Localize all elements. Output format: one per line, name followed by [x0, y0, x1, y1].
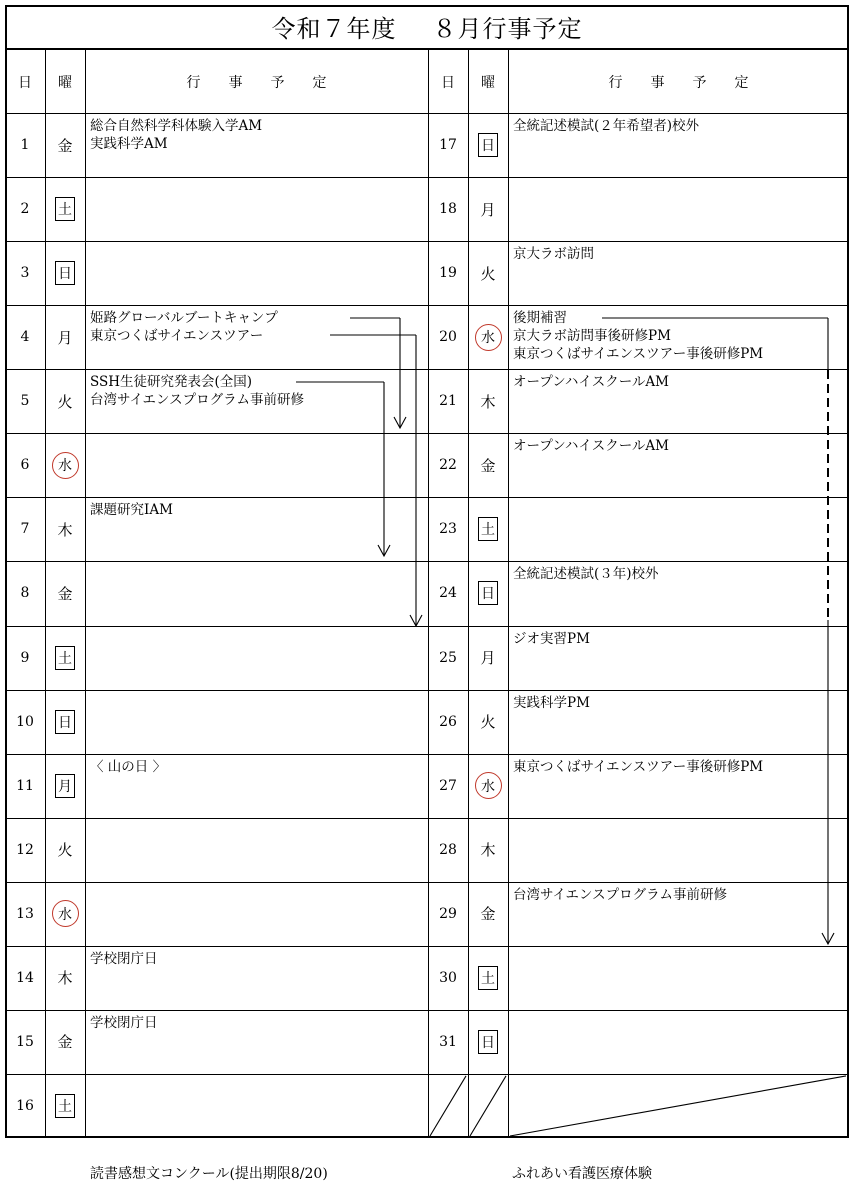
- weekday-cell: [468, 882, 508, 946]
- row-divider: [5, 305, 849, 306]
- event-item: 姫路グローバルブートキャンプ: [90, 310, 278, 327]
- header-day: 日: [441, 74, 455, 91]
- weekday-label: 金: [57, 136, 73, 155]
- weekday-cell: [45, 818, 85, 882]
- day-number: 29: [439, 905, 457, 922]
- weekday-cell: [45, 113, 85, 177]
- day-number: 30: [439, 969, 457, 986]
- weekday-label: 金: [57, 1033, 73, 1052]
- day-number: 24: [439, 585, 457, 602]
- title-month: ８月行事予定: [432, 15, 583, 43]
- event-item: 実践科学AM: [90, 136, 168, 152]
- weekday-cell: [45, 626, 85, 690]
- row-divider: [5, 497, 849, 498]
- weekday-cell: [45, 1010, 85, 1074]
- row-divider: [5, 561, 849, 562]
- weekday-cell: [468, 497, 508, 561]
- day-number: 25: [439, 649, 457, 666]
- events-cell: [513, 437, 669, 455]
- row-divider: [5, 626, 849, 627]
- weekday-cell: [468, 754, 508, 818]
- day-number: 20: [439, 329, 457, 346]
- weekday-cell: [468, 946, 508, 1010]
- weekday-cell: [468, 626, 508, 690]
- weekday-label: 金: [480, 905, 496, 924]
- weekday-label: 月: [57, 328, 73, 347]
- column-divider: [508, 50, 509, 1138]
- weekday-label: 木: [57, 520, 73, 539]
- day-number: 14: [16, 969, 34, 986]
- day-number: 23: [439, 521, 457, 538]
- wednesday-circle-mark: 水: [475, 324, 502, 351]
- event-item: 台湾サイエンスプログラム事前研修: [513, 886, 727, 903]
- weekday-cell: [468, 561, 508, 625]
- events-cell: [513, 565, 659, 583]
- weekday-cell: [45, 433, 85, 497]
- weekday-cell: [468, 113, 508, 177]
- events-cell: [513, 309, 763, 363]
- day-number: 27: [439, 777, 457, 794]
- column-divider: [85, 50, 86, 1138]
- weekday-label: 金: [480, 456, 496, 475]
- events-cell: [513, 373, 669, 391]
- weekday-cell: [468, 369, 508, 433]
- row-divider: [5, 113, 849, 114]
- row-divider: [5, 369, 849, 370]
- weekday-cell: [468, 177, 508, 241]
- events-cell: [513, 117, 699, 135]
- weekday-cell: [468, 305, 508, 369]
- day-number: 17: [439, 137, 457, 154]
- holiday-box-mark: 土: [478, 966, 498, 990]
- day-number: 4: [20, 329, 30, 346]
- row-divider: [5, 241, 849, 242]
- weekday-cell: [45, 305, 85, 369]
- event-item: 京大ラボ訪問事後研修PM: [513, 328, 671, 345]
- wednesday-circle-mark: 水: [475, 772, 502, 799]
- row-divider: [5, 1074, 849, 1075]
- event-item: ジオ実習PM: [513, 630, 590, 647]
- day-number: 11: [16, 777, 34, 794]
- day-number: 31: [439, 1033, 457, 1050]
- row-divider: [5, 882, 849, 883]
- weekday-label: 火: [480, 713, 496, 732]
- holiday-box-mark: 日: [478, 581, 498, 605]
- day-number: 10: [16, 713, 34, 730]
- events-cell: [513, 886, 727, 904]
- day-number: 6: [20, 457, 30, 474]
- day-number: 19: [439, 265, 457, 282]
- wednesday-circle-mark: 水: [52, 452, 79, 479]
- events-cell: [90, 373, 304, 409]
- holiday-box-mark: 日: [478, 1030, 498, 1054]
- weekday-cell: [45, 497, 85, 561]
- event-item: 全統記述模試(３年)校外: [513, 566, 659, 583]
- row-divider: [5, 177, 849, 178]
- events-cell: [513, 694, 590, 712]
- day-number: 18: [439, 201, 457, 218]
- weekday-cell: [468, 1010, 508, 1074]
- row-divider: [5, 433, 849, 434]
- event-item: 総合自然科学科体験入学AM: [90, 118, 263, 134]
- events-cell: [90, 309, 278, 345]
- holiday-box-mark: 日: [55, 710, 75, 734]
- events-cell: [90, 1014, 158, 1032]
- weekday-cell: [45, 561, 85, 625]
- event-item: SSH生徒研究発表会(全国): [90, 374, 253, 391]
- event-item: 〈 山の日 〉: [90, 758, 167, 775]
- weekday-label: 月: [480, 649, 496, 668]
- event-item: 東京つくばサイエンスツアー: [90, 328, 264, 345]
- weekday-cell: [468, 241, 508, 305]
- day-number: 26: [439, 713, 457, 730]
- title-row: [5, 5, 849, 50]
- day-number: 3: [20, 265, 30, 282]
- event-item: 実践科学PM: [513, 694, 590, 711]
- page-title: [272, 9, 583, 44]
- events-cell: [90, 758, 166, 776]
- row-divider: [5, 1010, 849, 1011]
- weekday-cell: [45, 369, 85, 433]
- holiday-box-mark: 土: [478, 517, 498, 541]
- day-number: 5: [20, 393, 30, 410]
- holiday-box-mark: 土: [55, 1094, 75, 1118]
- header-weekday: 曜: [58, 74, 72, 91]
- day-number: 7: [20, 521, 30, 538]
- holiday-box-mark: 月: [55, 774, 75, 798]
- holiday-box-mark: 土: [55, 197, 75, 221]
- weekday-cell: [45, 690, 85, 754]
- weekday-cell: [45, 946, 85, 1010]
- weekday-label: 火: [57, 392, 73, 411]
- event-item: 後期補習: [513, 310, 567, 327]
- row-divider: [5, 946, 849, 947]
- event-item: 全統記述模試(２年希望者)校外: [513, 118, 700, 134]
- event-item: 台湾サイエンスプログラム事前研修: [90, 392, 304, 409]
- header-events: 行 事 予 定: [186, 74, 327, 91]
- row-divider: [5, 818, 849, 819]
- header-day: 日: [18, 74, 32, 91]
- weekday-cell: [45, 177, 85, 241]
- events-cell: [513, 630, 590, 648]
- weekday-cell: [45, 882, 85, 946]
- day-number: 21: [439, 393, 457, 410]
- weekday-label: 木: [480, 392, 496, 411]
- day-number: 15: [16, 1033, 34, 1050]
- row-divider: [5, 754, 849, 755]
- weekday-label: 火: [480, 264, 496, 283]
- day-number: 12: [16, 841, 34, 858]
- weekday-cell: [45, 1074, 85, 1138]
- footer-left-note: 読書感想文コンクール(提出期限8/20): [90, 1166, 328, 1182]
- day-number: 8: [20, 585, 30, 602]
- events-cell: [90, 501, 173, 519]
- event-item: 東京つくばサイエンスツアー事後研修PM: [513, 758, 764, 775]
- weekday-cell: [468, 818, 508, 882]
- events-cell: [513, 245, 594, 263]
- day-number: 9: [20, 649, 30, 666]
- events-cell: [90, 950, 158, 968]
- event-item: 学校閉庁日: [90, 1014, 158, 1031]
- header-weekday: 曜: [481, 74, 495, 91]
- title-year: 令和７年度: [271, 15, 397, 43]
- weekday-cell: [468, 433, 508, 497]
- holiday-box-mark: 土: [55, 646, 75, 670]
- event-item: 京大ラボ訪問: [513, 246, 594, 263]
- day-number: 28: [439, 841, 457, 858]
- holiday-box-mark: 日: [55, 261, 75, 285]
- weekday-label: 木: [480, 841, 496, 860]
- weekday-label: 火: [57, 841, 73, 860]
- event-item: オープンハイスクールAM: [513, 438, 670, 455]
- weekday-label: 金: [57, 584, 73, 603]
- day-number: 1: [20, 137, 30, 154]
- weekday-label: 月: [480, 200, 496, 219]
- event-item: 学校閉庁日: [90, 950, 158, 967]
- events-cell: [513, 758, 763, 776]
- weekday-cell: [468, 690, 508, 754]
- weekday-cell: [45, 754, 85, 818]
- header-events: 行 事 予 定: [608, 74, 749, 91]
- event-item: 東京つくばサイエンスツアー事後研修PM: [513, 346, 764, 363]
- day-number: 22: [439, 457, 457, 474]
- holiday-box-mark: 日: [478, 133, 498, 157]
- wednesday-circle-mark: 水: [52, 900, 79, 927]
- weekday-label: 木: [57, 969, 73, 988]
- row-divider: [5, 690, 849, 691]
- event-item: 課題研究ⅠAM: [90, 502, 173, 519]
- day-number: 13: [16, 905, 34, 922]
- footer-right-note: ふれあい看護医療体験: [512, 1166, 652, 1182]
- events-cell: [90, 117, 262, 153]
- table-frame: [5, 5, 849, 1138]
- event-item: オープンハイスクールAM: [513, 374, 670, 391]
- day-number: 16: [16, 1097, 34, 1114]
- weekday-cell: [45, 241, 85, 305]
- day-number: 2: [20, 201, 30, 218]
